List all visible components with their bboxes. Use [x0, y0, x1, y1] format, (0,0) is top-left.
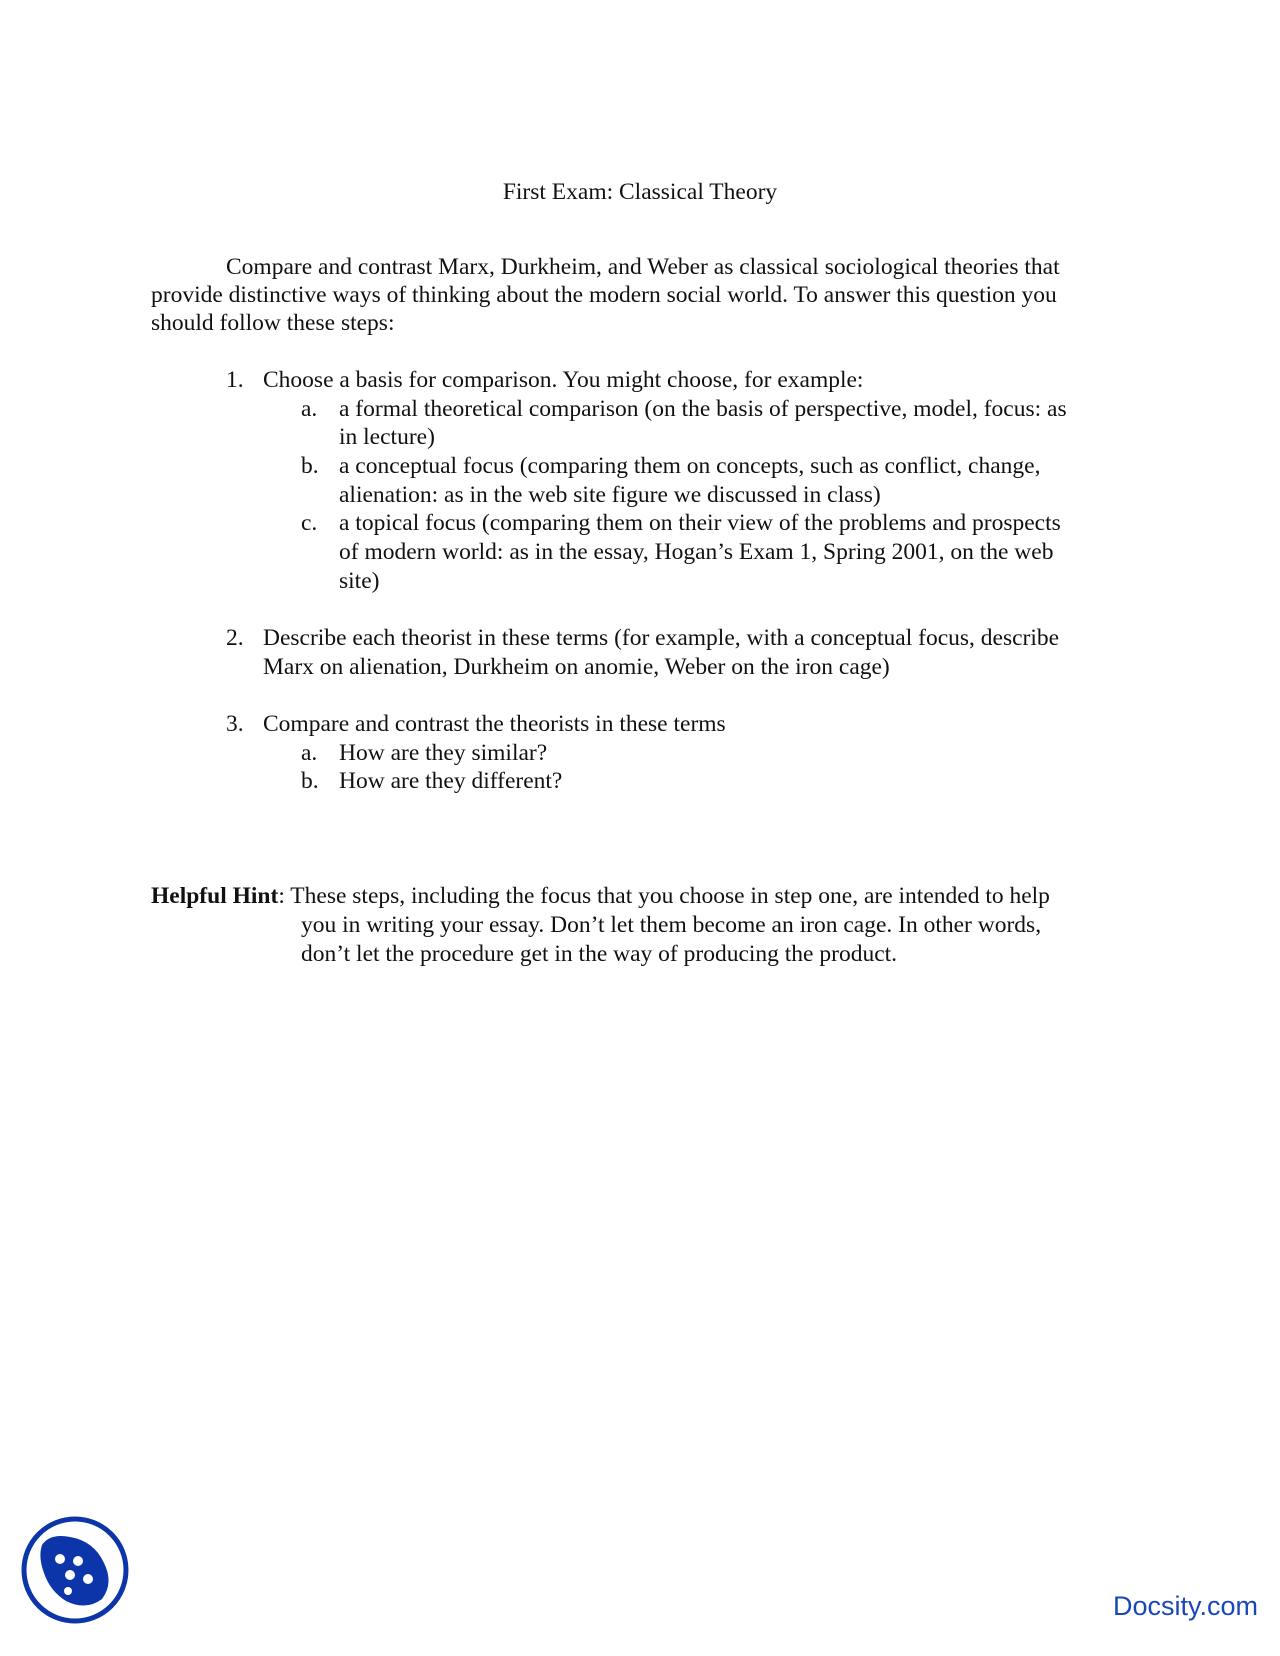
- hint-line-1: : These steps, including the focus that you choose in step one, are intended to help: [278, 883, 1050, 909]
- step-1b-letter: b.: [301, 453, 319, 479]
- step-2-line-1: Describe each theorist in these terms (for example, with a conceptual focus, describe: [263, 625, 1060, 651]
- hint-label: Helpful Hint: [151, 883, 279, 909]
- page-title: First Exam: Classical Theory: [502, 179, 778, 205]
- step-1c-letter: c.: [301, 510, 318, 536]
- step-1a-line-1: a formal theoretical comparison (on the basis of perspective, model, focus: as: [339, 396, 1067, 422]
- step-1-number: 1.: [226, 367, 244, 393]
- hint-line-2: you in writing your essay. Don’t let them become an iron cage. In other words,: [301, 912, 1042, 938]
- intro-line-2: provide distinctive ways of thinking about the modern social world. To answer this question you: [151, 282, 1057, 308]
- step-3a-text: How are they similar?: [339, 740, 548, 766]
- step-1a-letter: a.: [301, 396, 318, 422]
- docsity-logo-icon: [20, 1515, 130, 1625]
- hint-first-line: [151, 882, 1050, 910]
- step-1c-line-1: a topical focus (comparing them on their view of the problems and prospects: [339, 510, 1061, 536]
- step-1a-line-2: in lecture): [339, 424, 435, 450]
- intro-line-3: should follow these steps:: [151, 310, 395, 336]
- step-3b-letter: b.: [301, 768, 319, 794]
- step-1b-line-2: alienation: as in the web site figure we discussed in class): [339, 482, 881, 508]
- step-1b-line-1: a conceptual focus (comparing them on concepts, such as conflict, change,: [339, 453, 1041, 479]
- step-3b-text: How are they different?: [339, 768, 563, 794]
- docsity-brand-text[interactable]: Docsity.com: [1112, 1591, 1258, 1621]
- step-1c-line-3: site): [339, 568, 380, 594]
- step-2-number: 2.: [226, 625, 244, 651]
- step-3-text: Compare and contrast the theorists in these terms: [263, 711, 726, 737]
- intro-line-1: Compare and contrast Marx, Durkheim, and Weber as classical sociological theories that: [226, 254, 1060, 280]
- hint-line-3: don’t let the procedure get in the way of producing the product.: [301, 941, 898, 967]
- step-2-line-2: Marx on alienation, Durkheim on anomie, Weber on the iron cage): [263, 654, 890, 680]
- step-3a-letter: a.: [301, 740, 318, 766]
- step-1-text: Choose a basis for comparison. You might choose, for example:: [263, 367, 864, 393]
- step-1c-line-2: of modern world: as in the essay, Hogan’s Exam 1, Spring 2001, on the web: [339, 539, 1054, 565]
- step-3-number: 3.: [226, 711, 244, 737]
